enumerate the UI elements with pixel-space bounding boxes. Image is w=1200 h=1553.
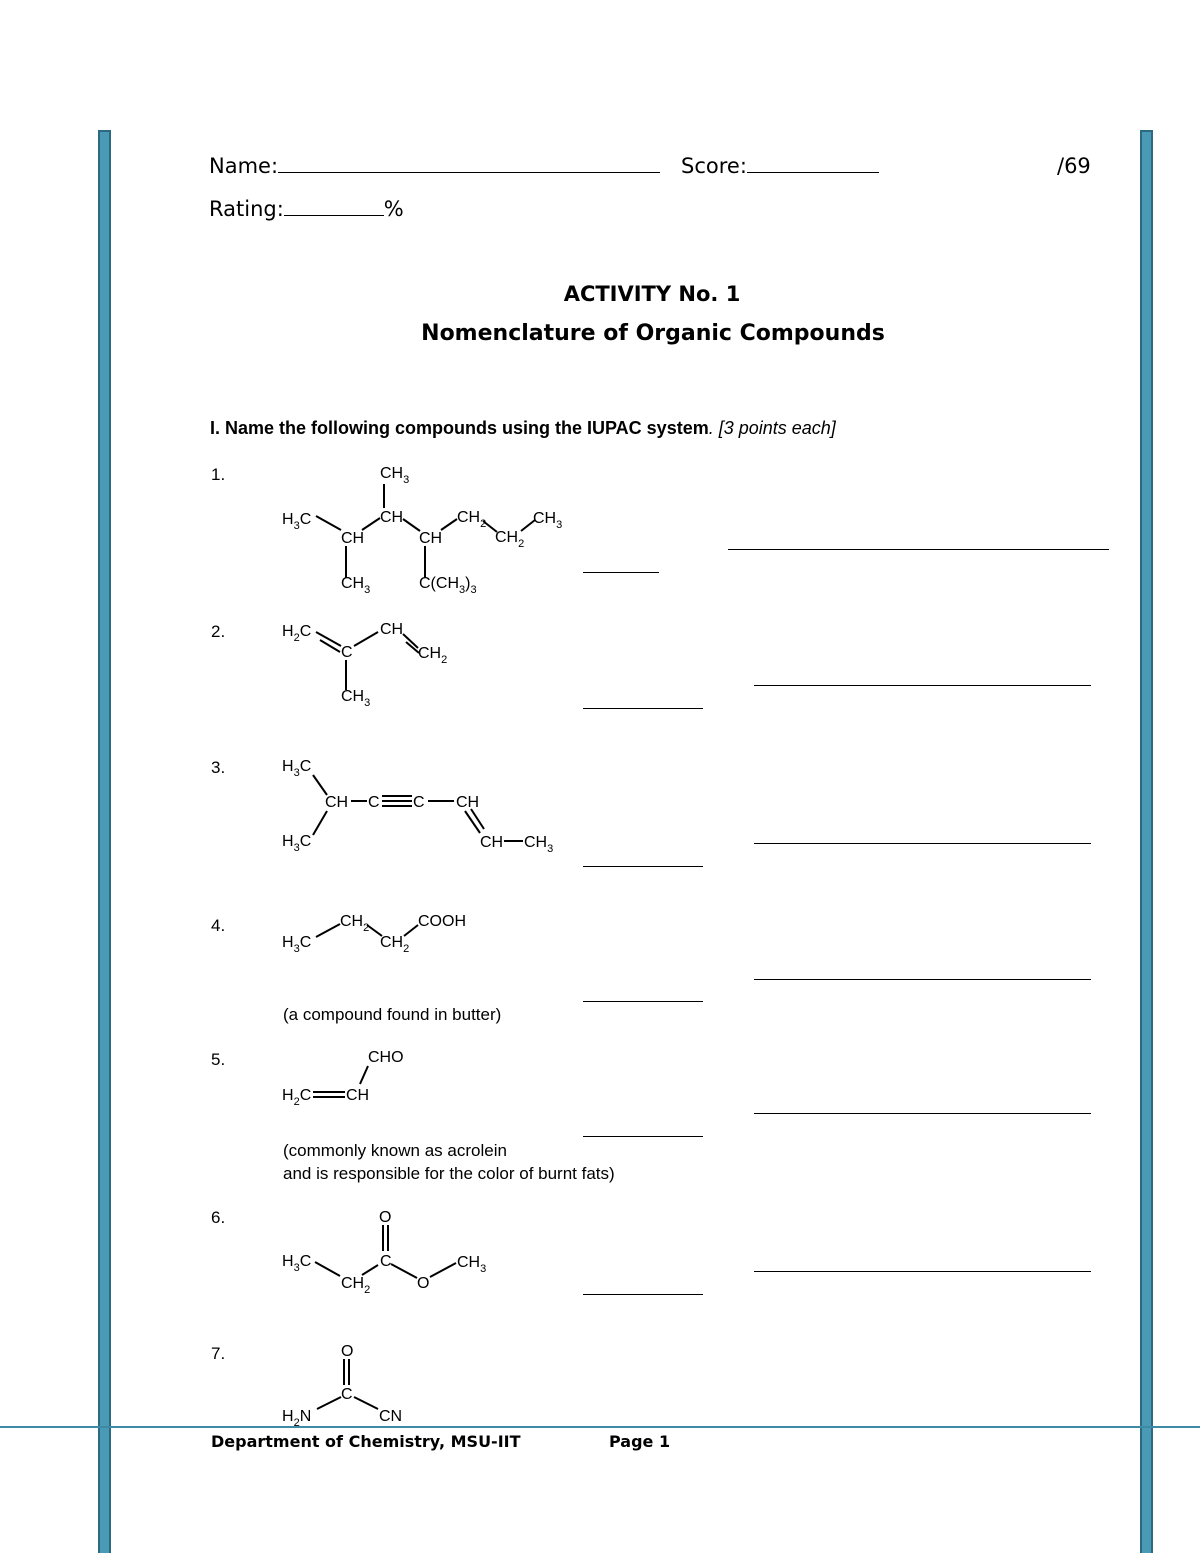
formula-label: CHO (368, 1049, 404, 1066)
formula-label: $CH_2$ (341, 1275, 371, 1296)
formula-label: $CH_2$ (457, 509, 487, 530)
item-number-6: 6. (211, 1208, 226, 1227)
item-number-1: 1. (211, 465, 226, 484)
formula-label: O (417, 1275, 430, 1292)
page-subtitle: Nomenclature of Organic Compounds (421, 321, 885, 346)
formula-label: $C(CH_3)_3$ (419, 575, 477, 596)
formula-label: $H_2C$ (282, 1087, 312, 1108)
formula-label: $CH_3$ (341, 688, 371, 709)
formula-label: $H_3C$ (282, 1253, 312, 1274)
rating-unit: % (383, 197, 404, 221)
structure-labels (282, 465, 562, 1429)
formula-label: CH (325, 794, 349, 811)
formula-label: CH (380, 509, 404, 526)
formula-label: $H_2N$ (282, 1408, 312, 1429)
formula-label: C (368, 794, 380, 811)
footer-page-number: Page 1 (609, 1432, 671, 1451)
formula-label: $CH_2$ (340, 913, 370, 934)
formula-label: C (380, 1253, 392, 1270)
formula-label: CH (380, 621, 404, 638)
formula-label: $CH_3$ (533, 510, 563, 531)
item-number-7: 7. (211, 1344, 226, 1363)
item-5-note-line2: and is responsible for the color of burnt fats) (283, 1164, 615, 1183)
formula-label: $CH_2$ (418, 645, 448, 666)
item-number-3: 3. (211, 758, 226, 777)
formula-label: C (341, 644, 353, 661)
formula-label: CH (419, 530, 443, 547)
formula-label: C (341, 1386, 353, 1403)
formula-label: CH (341, 530, 365, 547)
formula-label: CH (346, 1087, 370, 1104)
activity-title: ACTIVITY No. 1 (563, 282, 741, 306)
formula-label: $CH_3$ (524, 834, 554, 855)
formula-label: $CH_2$ (380, 934, 410, 955)
score-label: Score: (681, 154, 747, 178)
formula-label: C (413, 794, 425, 811)
formula-label: $H_3C$ (282, 758, 312, 779)
footer-department: Department of Chemistry, MSU-IIT (211, 1432, 521, 1451)
formula-label: O (379, 1209, 392, 1226)
formula-label: COOH (418, 913, 466, 930)
instruction-main: I. Name the following compounds using the IUPAC system (210, 418, 709, 438)
rating-label: Rating: (209, 197, 284, 221)
score-total: /69 (1057, 154, 1091, 178)
formula-label: CH (456, 794, 480, 811)
item-number-2: 2. (211, 622, 226, 641)
formula-label: $H_2C$ (282, 623, 312, 644)
item-5-note-line1: (commonly known as acrolein (283, 1141, 507, 1160)
formula-label: $H_3C$ (282, 934, 312, 955)
formula-label: CH (480, 834, 504, 851)
structure-bonds (313, 484, 535, 1409)
formula-label: CN (379, 1408, 403, 1425)
formula-label: $H_3C$ (282, 833, 312, 854)
item-4-note: (a compound found in butter) (283, 1005, 502, 1024)
formula-label: $H_3C$ (282, 511, 312, 532)
formula-label: $CH_2$ (495, 529, 525, 550)
formula-label: $CH_3$ (457, 1254, 487, 1275)
formula-label: $CH_3$ (341, 575, 371, 596)
item-number-5: 5. (211, 1050, 226, 1069)
name-label: Name: (209, 154, 279, 178)
item-number-4: 4. (211, 916, 226, 935)
formula-label: $CH_3$ (380, 465, 410, 486)
instruction-points: . [3 points each] (708, 418, 836, 438)
formula-label: O (341, 1343, 354, 1360)
